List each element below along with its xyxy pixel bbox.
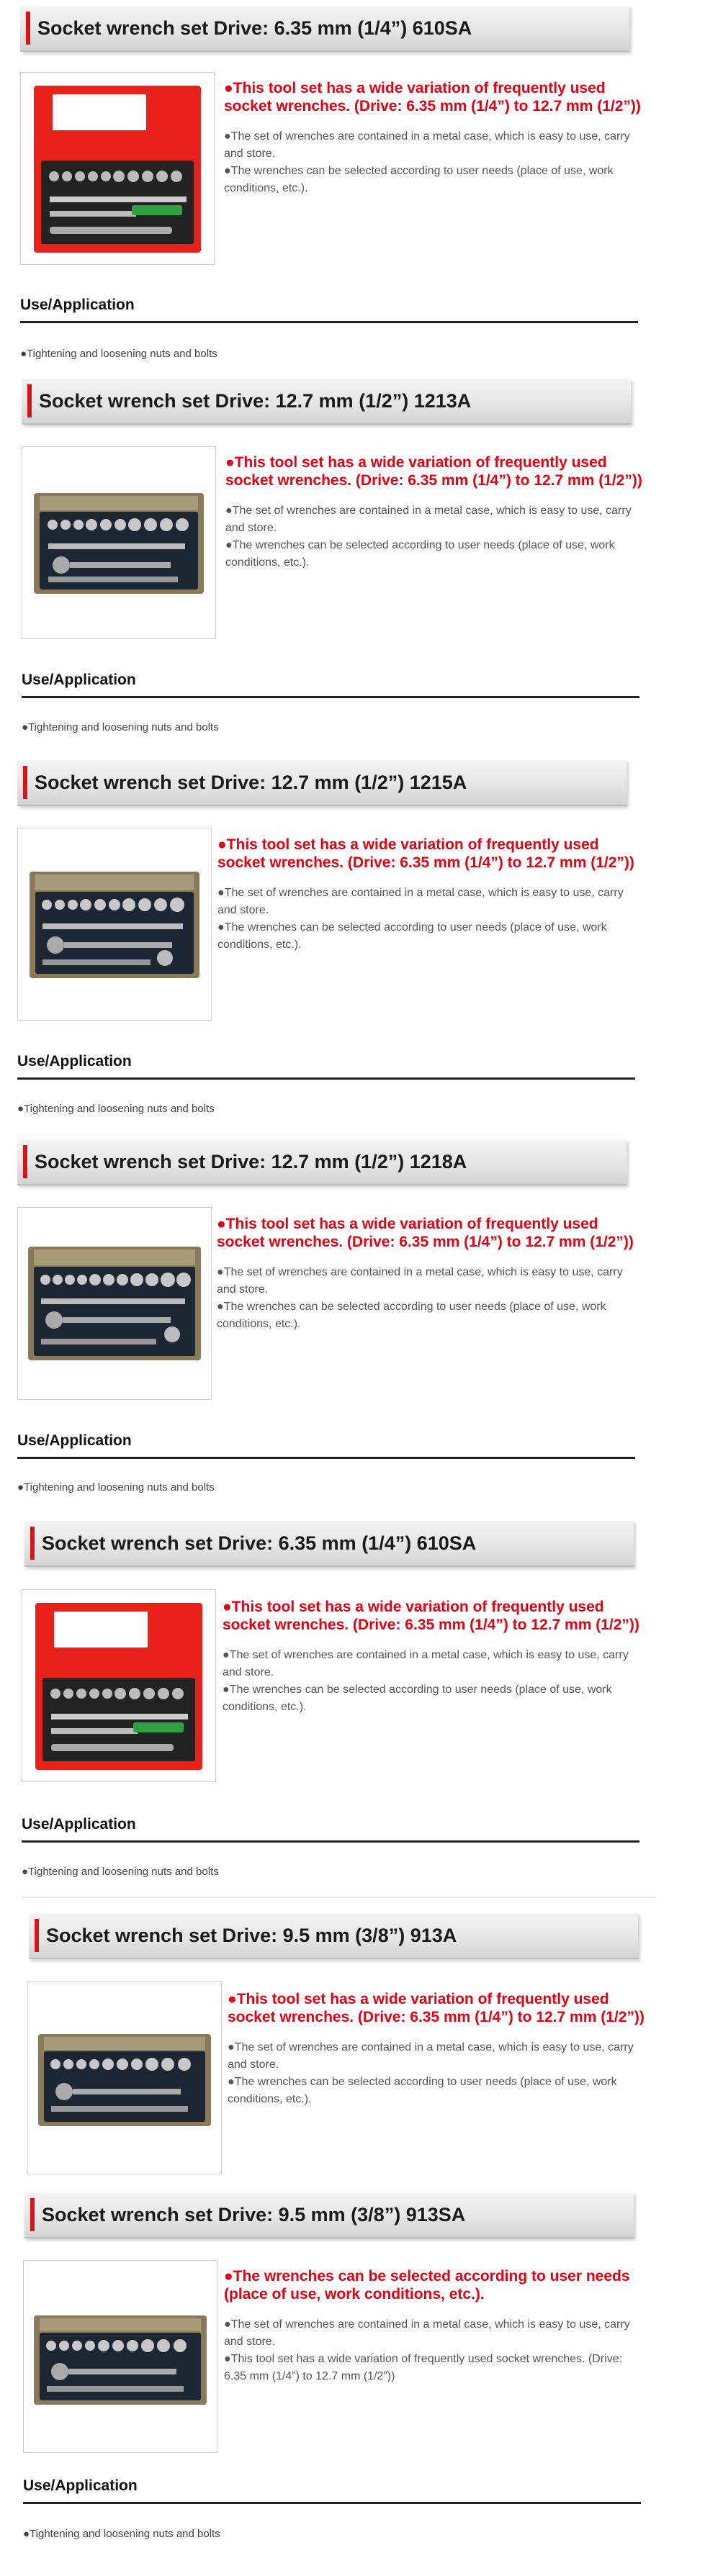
feature-headline: ●This tool set has a wide variation of frequently used socket wrenches. (Drive: 6.35 mm (1/4”) to 12.7 mm (1/2”)) <box>217 836 634 871</box>
use-application-text: ●Tightening and loosening nuts and bolts <box>22 721 219 733</box>
section-divider <box>22 1897 655 1898</box>
feature-bullet: ●The set of wrenches are contained in a metal case, which is easy to use, carry and store. <box>217 887 624 916</box>
product-description <box>228 1990 645 2108</box>
feature-bullet: ●The wrenches can be selected according to user needs (place of use, work conditions, etc.). <box>225 539 615 569</box>
use-application-text: ●Tightening and loosening nuts and bolts <box>20 348 217 360</box>
use-application-heading: Use/Application <box>17 1432 635 1459</box>
use-application-heading: Use/Application <box>22 672 639 698</box>
section-6-title-bar <box>29 1913 638 1959</box>
feature-headline: ●This tool set has a wide variation of frequently used socket wrenches. (Drive: 6.35 mm (1/4”) to 12.7 mm (1/2”)) <box>223 1599 639 1633</box>
socket-set-case-red-image <box>25 1593 212 1779</box>
title-accent <box>30 1527 35 1560</box>
feature-bullet: ●The set of wrenches are contained in a metal case, which is easy to use, carry and store. <box>217 1266 623 1296</box>
feature-headline: ●This tool set has a wide variation of frequently used socket wrenches. (Drive: 6.35 mm (1/4”) to 12.7 mm (1/2”)) <box>217 1216 634 1250</box>
section-1-title-bar <box>20 6 629 52</box>
feature-bullet: ●The wrenches can be selected according to user needs (place of use, work conditions, etc.). <box>228 2076 617 2105</box>
feature-bullet: ●This tool set has a wide variation of frequently used socket wrenches. (Drive: 6.35 mm (1/4”) to 12.7 mm (1/2”)) <box>224 2353 623 2382</box>
use-application-text: ●Tightening and loosening nuts and bolts <box>17 1103 215 1115</box>
product-description <box>217 1215 634 1333</box>
section-title: Socket wrench set Drive: 12.7 mm (1/2”) 1218A <box>35 1151 467 1172</box>
product-description <box>224 2267 642 2385</box>
product-photo <box>22 1589 216 1782</box>
feature-bullet: ●The wrenches can be selected according to user needs (place of use, work conditions, etc.). <box>217 921 607 951</box>
title-accent <box>27 384 32 417</box>
feature-bullet: ●The set of wrenches are contained in a metal case, which is easy to use, carry and store. <box>224 130 630 160</box>
product-description <box>224 79 642 197</box>
product-photo <box>20 72 215 265</box>
feature-headline: ●The wrenches can be selected according to user needs (place of use, work conditions, etc.). <box>224 2268 630 2302</box>
section-2-title-bar <box>22 379 631 425</box>
socket-set-case-image <box>21 831 208 1017</box>
section-7-title-bar <box>24 2192 634 2238</box>
feature-bullet: ●The wrenches can be selected according to user needs (place of use, work conditions, etc.). <box>217 1301 606 1330</box>
feature-bullet: ●The set of wrenches are contained in a metal case, which is easy to use, carry and store. <box>224 2318 630 2348</box>
section-title: Socket wrench set Drive: 12.7 mm (1/2”) 1215A <box>35 772 467 793</box>
feature-headline: ●This tool set has a wide variation of frequently used socket wrenches. (Drive: 6.35 mm (1/4”) to 12.7 mm (1/2”)) <box>224 80 641 114</box>
product-description <box>217 836 635 954</box>
socket-set-case-image <box>21 1211 208 1396</box>
title-accent <box>23 1145 27 1178</box>
title-accent <box>23 766 27 799</box>
feature-bullet: ●The wrenches can be selected according to user needs (place of use, work conditions, etc.). <box>224 165 614 194</box>
product-description <box>223 1598 640 1716</box>
socket-set-case-red-image <box>24 76 211 261</box>
feature-headline: ●This tool set has a wide variation of frequently used socket wrenches. (Drive: 6.35 mm (1/4”) to 12.7 mm (1/2”)) <box>225 454 642 489</box>
section-title: Socket wrench set Drive: 6.35 mm (1/4”) 610SA <box>42 1532 477 1554</box>
feature-headline: ●This tool set has a wide variation of frequently used socket wrenches. (Drive: 6.35 mm (1/4”) to 12.7 mm (1/2”)) <box>228 1991 645 2025</box>
socket-set-case-image <box>25 450 212 636</box>
use-application-heading: Use/Application <box>22 1816 639 1843</box>
product-photo <box>17 1207 212 1400</box>
section-title: Socket wrench set Drive: 9.5 mm (3/8”) 913SA <box>42 2204 466 2225</box>
section-3-title-bar <box>17 760 627 806</box>
product-photo <box>17 828 212 1021</box>
feature-bullet: ●The wrenches can be selected according to user needs (place of use, work conditions, etc.). <box>223 1684 612 1713</box>
title-accent <box>26 12 30 45</box>
title-accent <box>30 2198 35 2231</box>
use-application-text: ●Tightening and loosening nuts and bolts <box>22 1866 219 1878</box>
socket-set-case-image <box>31 1985 218 2171</box>
product-description <box>225 453 643 571</box>
use-application-text: ●Tightening and loosening nuts and bolts <box>23 2528 220 2540</box>
use-application-text: ●Tightening and loosening nuts and bolts <box>17 1481 215 1493</box>
product-photo <box>23 2260 217 2453</box>
section-4-title-bar <box>17 1139 627 1185</box>
feature-bullet: ●The set of wrenches are contained in a metal case, which is easy to use, carry and store. <box>225 505 632 534</box>
section-title: Socket wrench set Drive: 12.7 mm (1/2”) 1213A <box>39 390 472 412</box>
socket-set-case-image <box>27 2264 214 2449</box>
feature-bullet: ●The set of wrenches are contained in a metal case, which is easy to use, carry and store. <box>223 1649 629 1678</box>
section-title: Socket wrench set Drive: 9.5 mm (3/8”) 913A <box>46 1925 457 1946</box>
use-application-heading: Use/Application <box>23 2477 641 2504</box>
feature-bullet: ●The set of wrenches are contained in a metal case, which is easy to use, carry and store. <box>228 2041 634 2071</box>
title-accent <box>35 1919 39 1952</box>
use-application-heading: Use/Application <box>20 297 638 323</box>
section-title: Socket wrench set Drive: 6.35 mm (1/4”) 610SA <box>37 17 472 39</box>
product-photo <box>27 1981 222 2174</box>
section-5-title-bar <box>24 1521 634 1567</box>
use-application-heading: Use/Application <box>17 1053 635 1080</box>
product-photo <box>22 446 216 639</box>
